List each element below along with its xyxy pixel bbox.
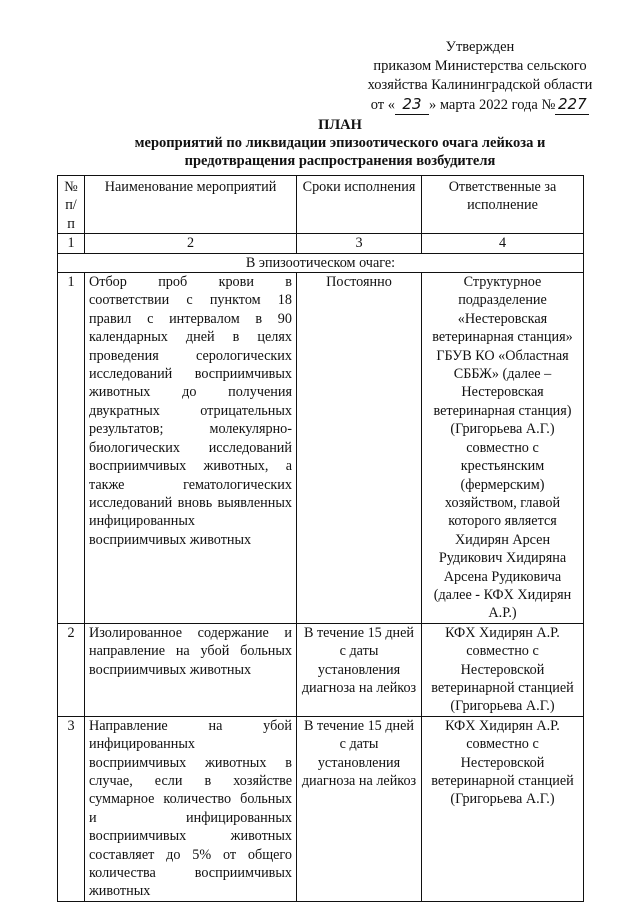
row-term: В течение 15 дней с даты установления диагноза на лейкоз bbox=[297, 716, 422, 901]
column-number: 4 bbox=[422, 234, 584, 253]
row-responsible: КФХ Хидирян А.Р. совместно с Нестеровской ветеринарной станцией (Григорьева А.Г.) bbox=[422, 623, 584, 716]
title-line-2: мероприятий по ликвидации эпизоотического очага лейкоза и bbox=[134, 135, 546, 151]
row-responsible: КФХ Хидирян А.Р. совместно с Нестеровской ветеринарной станцией (Григорьева А.Г.) bbox=[422, 716, 584, 901]
approval-date-prefix: от « bbox=[370, 97, 395, 113]
header-responsible: Ответственные за исполнение bbox=[422, 176, 584, 234]
row-num: 2 bbox=[58, 623, 85, 716]
table-row bbox=[58, 716, 584, 901]
row-action: Направление на убой инфицированных восприимчивых животных в случае, если в хозяйстве суммарное количество больных и инфицированных восприимчивых животных составляет до 5% от общего количества восприимчивых животных bbox=[85, 716, 297, 901]
approval-line-4 bbox=[330, 95, 630, 115]
title-line-3: предотвращения распространения возбудителя bbox=[184, 153, 496, 169]
plan-table bbox=[57, 175, 584, 902]
approval-day-handwritten: 23 bbox=[395, 95, 429, 115]
header-action: Наименование мероприятий bbox=[85, 176, 297, 234]
document-title bbox=[60, 116, 620, 170]
column-number: 3 bbox=[297, 234, 422, 253]
header-term: Сроки исполнения bbox=[297, 176, 422, 234]
column-number: 1 bbox=[58, 234, 85, 253]
row-responsible: Структурное подразделение «Нестеровская ветеринарная станция» ГБУВ КО «Областная СББЖ» (далее – Нестеровская ветеринарная станция) (Григорьева А.Г.) совместно с крестьянским (фермерским) хозяйством, главой которого является Хидирян Арсен Рудикович Хидиряна Арсена Рудиковича (далее - КФХ Хидирян А.Р.) bbox=[422, 273, 584, 624]
row-num: 1 bbox=[58, 273, 85, 624]
table-row bbox=[58, 623, 584, 716]
approval-number-handwritten: 227 bbox=[555, 95, 589, 115]
section-row bbox=[58, 253, 584, 272]
row-action: Отбор проб крови в соответствии с пунктом 18 правил с интервалом в 90 календарных дней в целях проведения серологических исследований восприимчивых животных до получения двукратных отрицательных результатов; молекулярно-биологических исследований восприимчивых животных, а также гематологических исследований вновь выявленных инфицированных восприимчивых животных bbox=[85, 273, 297, 624]
row-term: Постоянно bbox=[297, 273, 422, 624]
approval-line-2: приказом Министерства сельского bbox=[373, 58, 587, 74]
column-number-row bbox=[58, 234, 584, 253]
column-number: 2 bbox=[85, 234, 297, 253]
row-action: Изолированное содержание и направление на убой больных восприимчивых животных bbox=[85, 623, 297, 716]
title-line-1: ПЛАН bbox=[318, 117, 362, 133]
row-term: В течение 15 дней с даты установления диагноза на лейкоз bbox=[297, 623, 422, 716]
header-row bbox=[58, 176, 584, 234]
approval-line-3: хозяйства Калининградской области bbox=[367, 77, 593, 93]
row-num: 3 bbox=[58, 716, 85, 901]
approval-block bbox=[330, 38, 630, 115]
header-num: № п/п bbox=[58, 176, 85, 234]
approval-line-1: Утвержден bbox=[445, 39, 515, 55]
approval-date-mid: » марта 2022 года № bbox=[428, 97, 556, 113]
table-row bbox=[58, 273, 584, 624]
section-heading: В эпизоотическом очаге: bbox=[58, 253, 584, 272]
